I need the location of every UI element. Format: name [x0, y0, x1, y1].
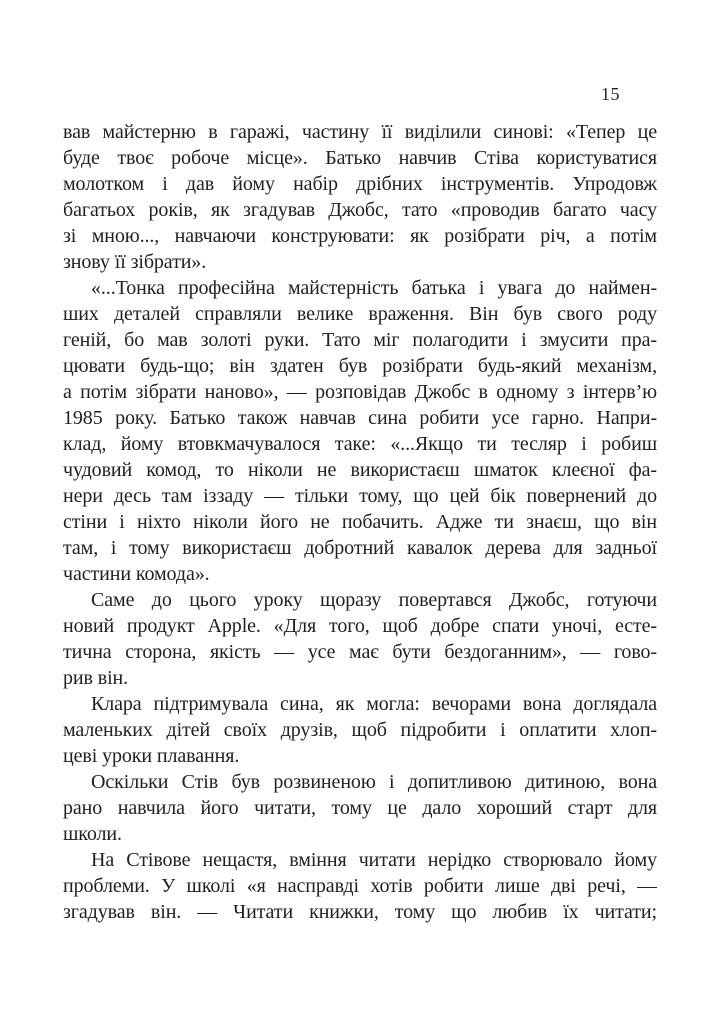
text-line: школи.: [63, 823, 122, 845]
text-line: Клара підтримувала сина, як могла: вечорами вона доглядала: [91, 693, 657, 715]
text-line: ших деталей справляли велике враження. Він був свого роду: [63, 303, 657, 325]
text-line: згадував він. — Читати книжки, тому що любив їх читати;: [63, 901, 657, 923]
text-line: маленьких дітей своїх друзів, щоб підробити і оплатити хлоп-: [63, 719, 657, 741]
text-line: новий продукт Apple. «Для того, щоб добре спати уночі, есте-: [63, 615, 657, 637]
text-line: нери десь там іззаду — тільки тому, що цей бік повернений до: [63, 485, 657, 507]
paragraph: [63, 587, 657, 691]
text-line: рив він.: [63, 667, 129, 689]
text-line: частини комода».: [63, 563, 210, 585]
paragraph: [63, 847, 657, 925]
paragraph: [63, 691, 657, 769]
text-line: там, і тому використаєш добротний кавалок дерева для задньої: [63, 537, 657, 559]
text-line: а потім зібрати наново», — розповідав Джобс в одному з інтерв’ю: [63, 381, 657, 403]
text-line: тична сторона, якість — усе має бути бездоганним», — гово-: [63, 641, 657, 663]
page-number: 15: [601, 84, 620, 104]
text-line: зі мною..., навчаючи конструювати: як розібрати річ, а потім: [63, 225, 657, 247]
text-line: Оскільки Стів був розвиненою і допитливою дитиною, вона: [91, 771, 657, 793]
text-line: Саме до цього уроку щоразу повертався Джобс, готуючи: [91, 589, 657, 611]
text-line: чудовий комод, то ніколи не використаєш шматок клеєної фа-: [63, 459, 657, 481]
paragraph: [63, 275, 657, 587]
text-line: цювати будь-що; він здатен був розібрати будь-який механізм,: [63, 355, 657, 377]
text-line: знову її зібрати».: [63, 251, 207, 273]
text-line: молотком і дав йому набір дрібних інструментів. Упродовж: [63, 173, 657, 195]
text-line: буде твоє робоче місце». Батько навчив Стіва користуватися: [63, 147, 657, 169]
page-text: [63, 119, 657, 925]
text-line: багатьох років, як згадував Джобс, тато «проводив багато часу: [63, 199, 657, 221]
text-line: стіни і ніхто ніколи його не побачить. Адже ти знаєш, що він: [63, 511, 657, 533]
paragraph: [63, 119, 657, 275]
text-line: геній, бо мав золоті руки. Тато міг полагодити і змусити пра-: [63, 329, 657, 351]
text-line: 1985 року. Батько також навчав сина робити усе гарно. Напри-: [63, 407, 657, 429]
text-line: клад, йому втовкмачувалося таке: «...Якщо ти тесляр і робиш: [63, 433, 657, 455]
text-line: вав майстерню в гаражі, частину її виділили синові: «Тепер це: [63, 121, 657, 143]
text-line: проблеми. У школі «я насправді хотів робити лише дві речі, —: [63, 875, 657, 897]
text-line: рано навчила його читати, тому це дало хороший старт для: [63, 797, 657, 819]
text-line: цеві уроки плавання.: [63, 745, 240, 767]
paragraph: [63, 769, 657, 847]
text-line: На Стівове нещастя, вміння читати нерідко створювало йому: [91, 849, 657, 871]
text-line: «...Тонка професійна майстерність батька і увага до наймен-: [91, 277, 657, 299]
